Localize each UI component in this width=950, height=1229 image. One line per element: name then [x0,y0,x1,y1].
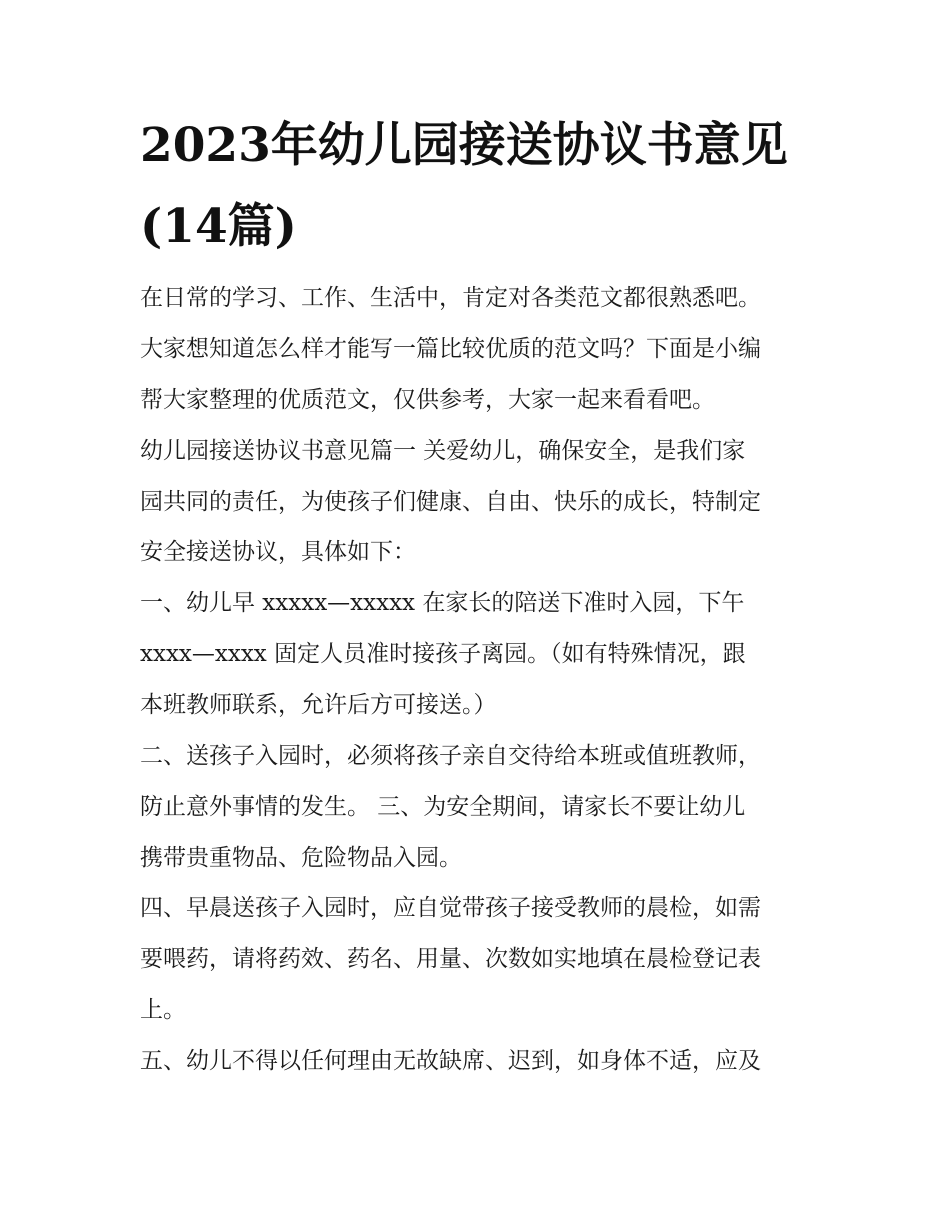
document-title-line-2: (14篇) [140,199,297,254]
body-line: 要喂药，请将药效、药名、用量、次数如实地填在晨检登记表 [140,946,761,972]
body-line: xxxx—xxxx 固定人员准时接孩子离园。（如有特殊情况，跟 [140,641,746,667]
body-line: 大家想知道怎么样才能写一篇比较优质的范文吗？下面是小编 [140,336,761,362]
body-line: 四、早晨送孩子入园时，应自觉带孩子接受教师的晨检，如需 [140,895,761,921]
body-line: 本班教师联系，允许后方可接送。） [140,692,497,718]
document-title-line-1: 2023年幼儿园接送协议书意见 [140,118,788,173]
body-line: 幼儿园接送协议书意见篇一 关爱幼儿，确保安全，是我们家 [140,438,746,464]
body-line: 园共同的责任，为使孩子们健康、自由、快乐的成长，特制定 [140,489,761,515]
body-line: 携带贵重物品、危险物品入园。 [140,845,462,871]
body-line: 帮大家整理的优质范文，仅供参考，大家一起来看看吧。 [140,387,715,413]
body-line: 五、幼儿不得以任何理由无故缺席、迟到，如身体不适，应及 [140,1048,761,1074]
body-line: 安全接送协议，具体如下： [140,539,416,565]
body-line: 二、送孩子入园时，必须将孩子亲自交待给本班或值班教师， [140,743,761,769]
body-line: 一、幼儿早 xxxxx—xxxxx 在家长的陪送下准时入园，下午 [140,590,745,616]
body-line: 上。 [140,997,186,1023]
body-line: 在日常的学习、工作、生活中，肯定对各类范文都很熟悉吧。 [140,285,761,311]
body-line: 防止意外事情的发生。 三、为安全期间，请家长不要让幼儿 [140,794,746,820]
